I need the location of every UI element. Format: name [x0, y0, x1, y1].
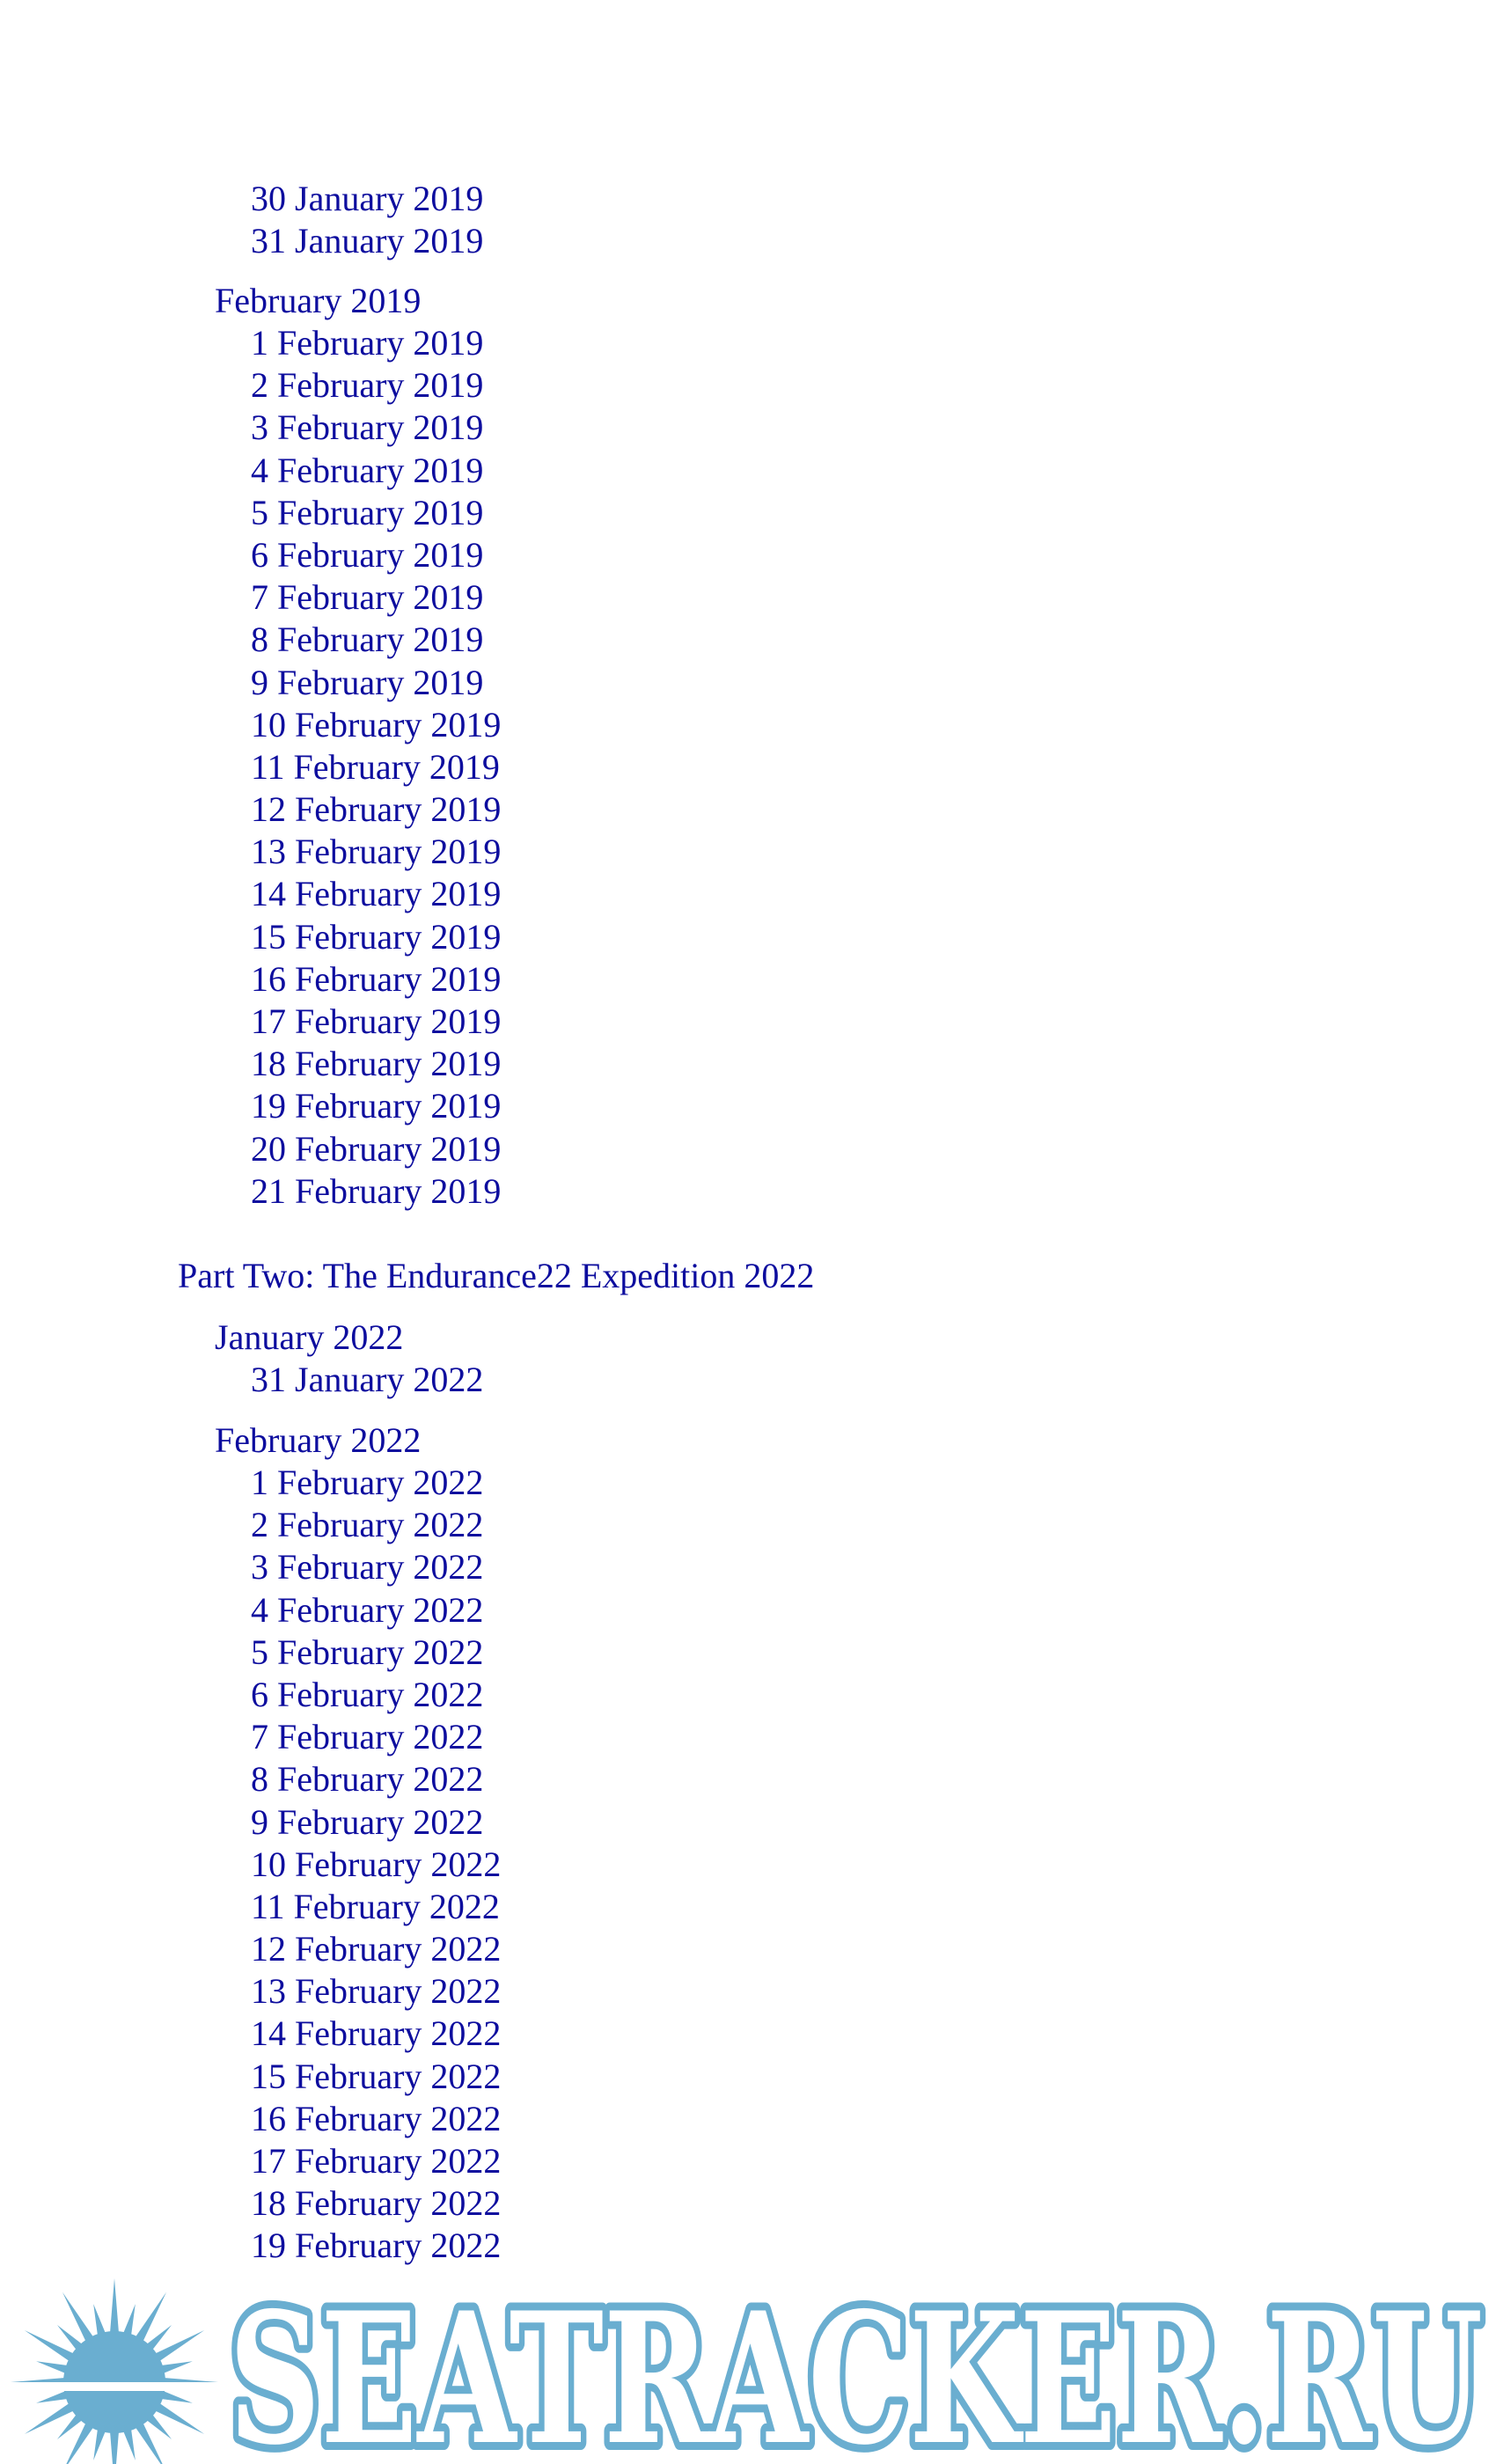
toc-part-two[interactable]: Part Two: The Endurance22 Expedition 2022 [178, 1256, 815, 1295]
toc-entry[interactable]: 10 February 2022 [251, 1844, 502, 1884]
toc-entry[interactable]: 2 February 2022 [251, 1505, 484, 1545]
toc-entry[interactable]: 31 January 2022 [251, 1360, 484, 1399]
toc-entry[interactable]: 12 February 2022 [251, 1929, 502, 1969]
toc-group-february-2019 [0, 322, 1496, 1213]
toc-entry[interactable]: 9 February 2019 [251, 662, 484, 702]
toc-entry[interactable]: 18 February 2019 [251, 1044, 502, 1084]
toc-entry[interactable]: 2 February 2019 [251, 365, 484, 406]
toc-entry[interactable]: 10 February 2019 [251, 704, 502, 744]
toc-entry[interactable]: 5 February 2019 [251, 492, 484, 532]
sun-icon [11, 2278, 218, 2464]
toc-entry[interactable]: 19 February 2019 [251, 1086, 502, 1126]
toc-entry[interactable]: 17 February 2022 [251, 2141, 502, 2181]
watermark-text-fill: SEATRACKER.RU [229, 2274, 1483, 2464]
toc-entry[interactable]: 14 February 2022 [251, 2013, 502, 2054]
seatracker-watermark [0, 2248, 1496, 2464]
toc-entry[interactable]: 21 February 2019 [251, 1170, 502, 1211]
toc-entry[interactable]: 8 February 2019 [251, 620, 484, 660]
toc-entry[interactable]: 4 February 2022 [251, 1589, 484, 1630]
toc-entry[interactable]: 13 February 2019 [251, 832, 502, 872]
toc-entry[interactable]: 6 February 2022 [251, 1674, 484, 1714]
watermark-text: SEATRACKER.RU [229, 2274, 1483, 2464]
toc-entry[interactable]: 30 January 2019 [251, 179, 484, 218]
toc-entry[interactable]: 16 February 2022 [251, 2098, 502, 2138]
toc-entry[interactable]: 20 February 2019 [251, 1128, 502, 1169]
toc-entry[interactable]: 3 February 2022 [251, 1547, 484, 1588]
toc-entry[interactable]: 14 February 2019 [251, 874, 502, 914]
toc-heading-february-2019[interactable]: February 2019 [215, 281, 422, 320]
toc-entry[interactable]: 6 February 2019 [251, 534, 484, 575]
toc-entry[interactable]: 11 February 2022 [251, 1886, 500, 1926]
toc-entry[interactable]: 13 February 2022 [251, 1971, 502, 2012]
toc-entry[interactable]: 11 February 2019 [251, 746, 500, 787]
toc-entry[interactable]: 15 February 2022 [251, 2056, 502, 2096]
toc-entry[interactable]: 4 February 2019 [251, 450, 484, 490]
toc-group-january-2019 [0, 178, 1496, 262]
toc-entry[interactable]: 18 February 2022 [251, 2183, 502, 2224]
toc-entry[interactable]: 15 February 2019 [251, 916, 502, 957]
toc-group-january-2022 [0, 1359, 1496, 1401]
toc-entry[interactable]: 1 February 2022 [251, 1463, 484, 1502]
toc-entry[interactable]: 12 February 2019 [251, 789, 502, 830]
toc-entry[interactable]: 17 February 2019 [251, 1001, 502, 1041]
toc-entry[interactable]: 7 February 2019 [251, 577, 484, 618]
toc-heading-january-2022[interactable]: January 2022 [215, 1317, 404, 1357]
toc-entry[interactable]: 8 February 2022 [251, 1759, 484, 1800]
toc-heading-february-2022[interactable]: February 2022 [215, 1420, 422, 1460]
toc-entry[interactable]: 7 February 2022 [251, 1717, 484, 1757]
toc-entry[interactable]: 19 February 2022 [251, 2226, 502, 2266]
toc-entry[interactable]: 5 February 2022 [251, 1632, 484, 1672]
toc-entry[interactable]: 31 January 2019 [251, 221, 484, 261]
toc-entry[interactable]: 16 February 2019 [251, 958, 502, 999]
toc-group-february-2022 [0, 1462, 1496, 2268]
toc-entry[interactable]: 9 February 2022 [251, 1801, 484, 1842]
toc-entry[interactable]: 3 February 2019 [251, 407, 484, 448]
toc-entry[interactable]: 1 February 2019 [251, 323, 484, 363]
